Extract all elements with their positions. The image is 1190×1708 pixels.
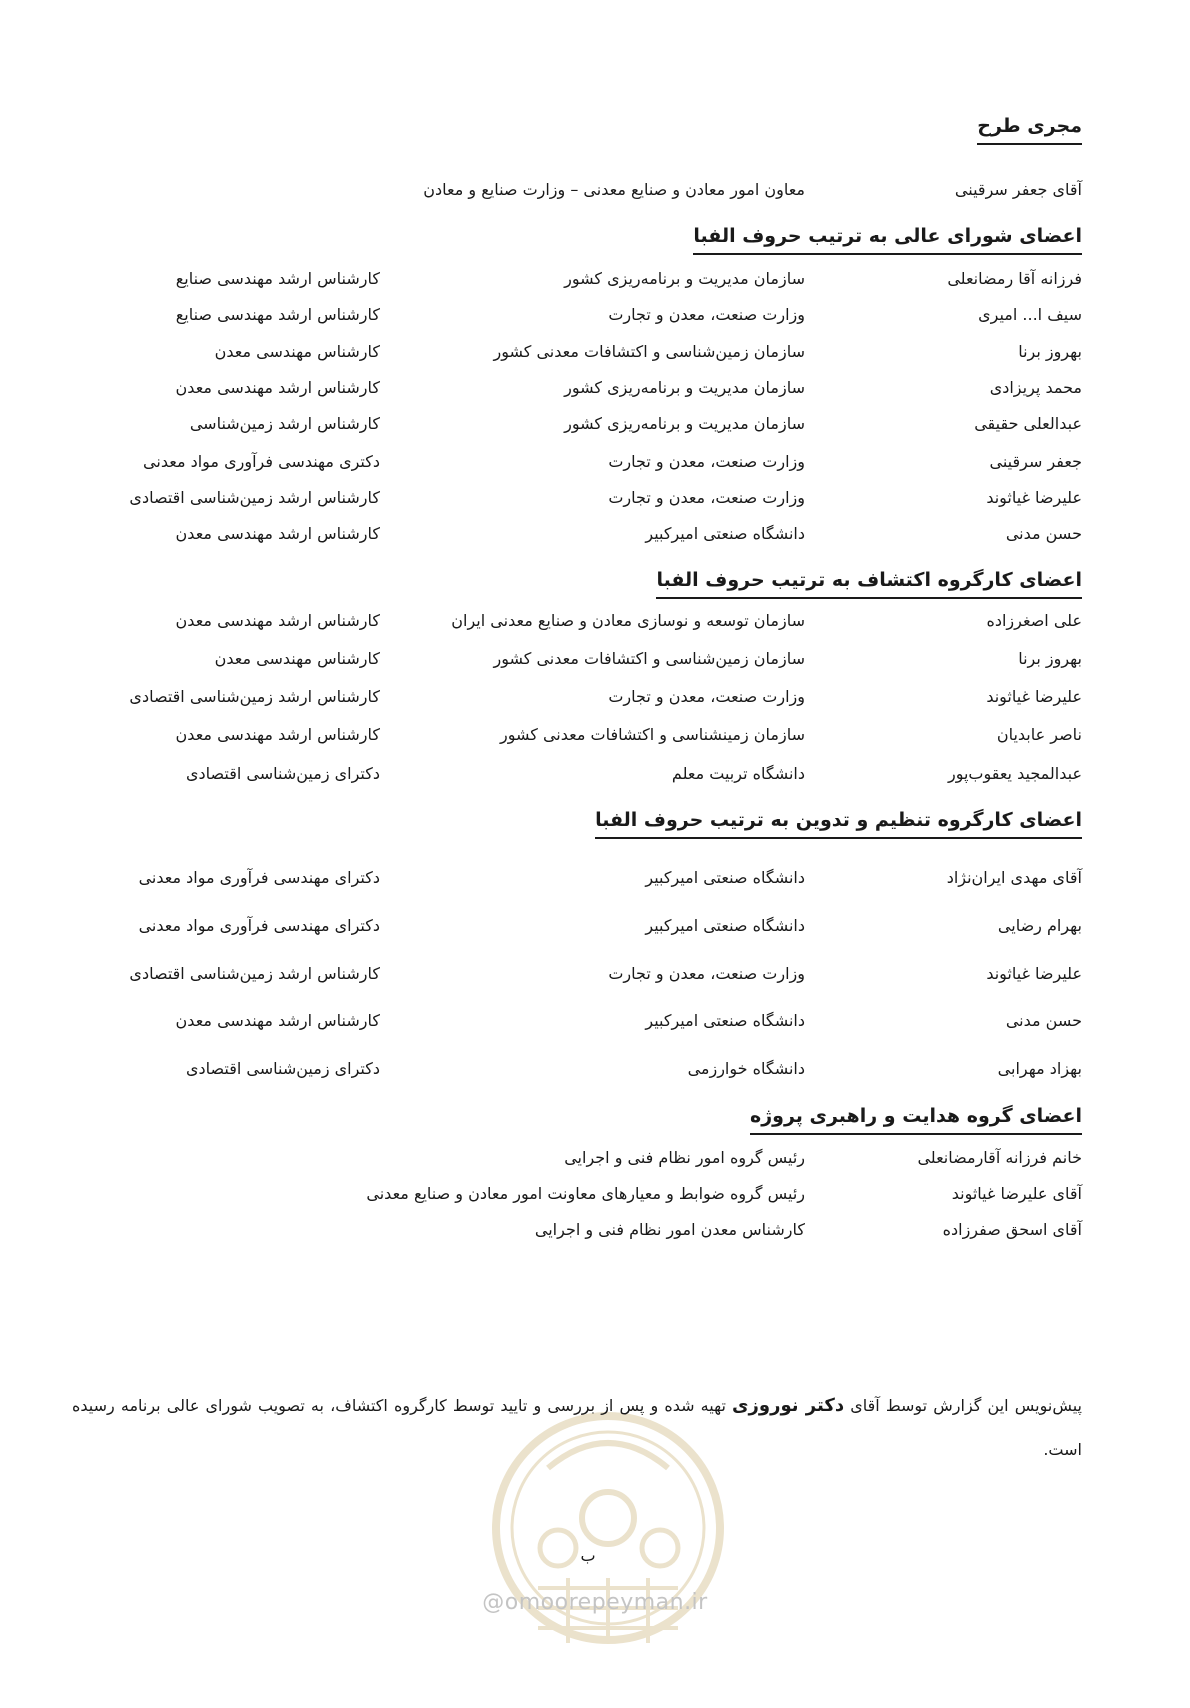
member-name: جعفر سرقینی [989,452,1082,471]
member-name: محمد پریزادی [989,378,1082,397]
member-role: کارشناس معدن امور نظام فنی و اجرایی [534,1220,805,1239]
member-role: رئیس گروه امور نظام فنی و اجرایی [564,1148,805,1167]
table-row [0,448,1190,476]
member-degree: کارشناس مهندسی معدن [214,649,380,668]
table-row [0,645,1190,673]
note-author: دکتر نوروزی [732,1395,845,1416]
member-org: دانشگاه صنعتی امیرکبیر [645,1011,805,1030]
member-name: آقای علیرضا غیاثوند [951,1184,1082,1203]
member-name: عبدالعلی حقیقی [974,414,1082,433]
member-name: بهروز برنا [1018,649,1082,668]
member-degree: کارشناس ارشد مهندسی معدن [175,378,380,397]
member-org: سازمان مدیریت و برنامه‌ریزی کشور [564,378,805,397]
member-degree: دکترای زمین‌شناسی اقتصادی [185,1059,380,1078]
member-org: سازمان زمینشناسی و اکتشافات معدنی کشور [499,725,805,744]
member-name: سیف ا... امیری [978,305,1082,324]
member-degree: کارشناس ارشد مهندسی صنایع [175,269,380,288]
guidance-group-heading: اعضای گروه هدایت و راهبری پروژه [750,1104,1082,1135]
member-degree: کارشناس ارشد زمین‌شناسی اقتصادی [129,488,380,507]
table-row [0,1216,1190,1244]
member-name: بهزاد مهرابی [997,1059,1082,1078]
member-org: دانشگاه تربیت معلم [671,764,805,783]
member-degree: کارشناس ارشد مهندسی معدن [175,1011,380,1030]
executor-row [0,176,1190,204]
table-row [0,1007,1190,1035]
table-row [0,607,1190,635]
member-name: خانم فرزانه آقارمضانعلی [917,1148,1082,1167]
table-row [0,864,1190,892]
member-degree: کارشناس مهندسی معدن [214,342,380,361]
page-number: ب [580,1546,596,1565]
member-name: علی اصغرزاده [986,611,1082,630]
member-name: ناصر عابدیان [996,725,1082,744]
member-org: سازمان زمین‌شناسی و اکتشافات معدنی کشور [493,342,805,361]
member-name: آقای مهدی ایران‌نژاد [946,868,1082,887]
member-org: دانشگاه صنعتی امیرکبیر [645,916,805,935]
member-name: علیرضا غیاثوند [986,687,1082,706]
authorship-note [72,1384,1082,1472]
note-after: تهیه شده و پس از بررسی و تایید توسط کارگروه اکتشاف، به تصویب شورای عالی برنامه رسیده است. [72,1396,1082,1459]
executor-position: معاون امور معادن و صنایع معدنی – وزارت صنایع و معادن [423,180,805,199]
table-row [0,912,1190,940]
member-degree: کارشناس ارشد زمین‌شناسی [189,414,380,433]
table-row [0,1180,1190,1208]
note-before: پیش‌نویس این گزارش توسط آقای [850,1396,1083,1415]
watermark-text: @omoorepeyman.ir [482,1590,708,1615]
member-org: سازمان مدیریت و برنامه‌ریزی کشور [564,269,805,288]
member-degree: دکترای مهندسی فرآوری مواد معدنی [138,868,380,887]
executor-heading: مجری طرح [977,114,1082,145]
member-name: علیرضا غیاثوند [986,964,1082,983]
table-row [0,338,1190,366]
member-degree: کارشناس ارشد زمین‌شناسی اقتصادی [129,964,380,983]
member-degree: کارشناس ارشد مهندسی معدن [175,611,380,630]
table-row [0,683,1190,711]
drafting-group-heading: اعضای کارگروه تنظیم و تدوین به ترتیب حروف الفبا [595,808,1082,839]
member-degree: دکتری مهندسی فرآوری مواد معدنی [143,452,380,471]
table-row [0,1055,1190,1083]
member-degree: کارشناس ارشد مهندسی معدن [175,524,380,543]
member-org: سازمان مدیریت و برنامه‌ریزی کشور [564,414,805,433]
member-name: حسن مدنی [1005,1011,1082,1030]
member-degree: کارشناس ارشد مهندسی معدن [175,725,380,744]
member-name: عبدالمجید یعقوب‌پور [947,764,1082,783]
executor-name: آقای جعفر سرقینی [954,180,1082,199]
table-row [0,484,1190,512]
member-org: وزارت صنعت، معدن و تجارت [608,305,805,324]
member-name: بهرام رضایی [997,916,1082,935]
member-org: دانشگاه صنعتی امیرکبیر [645,524,805,543]
table-row [0,265,1190,293]
member-degree: دکترای مهندسی فرآوری مواد معدنی [138,916,380,935]
exploration-group-heading: اعضای کارگروه اکتشاف به ترتیب حروف الفبا [656,568,1082,599]
high-council-heading: اعضای شورای عالی به ترتیب حروف الفبا [693,224,1082,255]
member-org: وزارت صنعت، معدن و تجارت [608,964,805,983]
member-org: دانشگاه صنعتی امیرکبیر [645,868,805,887]
member-role: رئیس گروه ضوابط و معیارهای معاونت امور معادن و صنایع معدنی [366,1184,805,1203]
member-org: وزارت صنعت، معدن و تجارت [608,687,805,706]
member-name: آقای اسحق صفرزاده [942,1220,1082,1239]
member-org: دانشگاه خوارزمی [687,1059,805,1078]
member-name: بهروز برنا [1018,342,1082,361]
table-row [0,410,1190,438]
member-name: فرزانه آقا رمضانعلی [947,269,1082,288]
table-row [0,760,1190,788]
member-degree: کارشناس ارشد زمین‌شناسی اقتصادی [129,687,380,706]
member-org: وزارت صنعت، معدن و تجارت [608,488,805,507]
table-row [0,301,1190,329]
member-name: حسن مدنی [1005,524,1082,543]
table-row [0,721,1190,749]
member-org: وزارت صنعت، معدن و تجارت [608,452,805,471]
table-row [0,520,1190,548]
member-degree: دکترای زمین‌شناسی اقتصادی [185,764,380,783]
member-org: سازمان توسعه و نوسازی معادن و صنایع معدنی ایران [451,611,805,630]
member-name: علیرضا غیاثوند [986,488,1082,507]
table-row [0,374,1190,402]
table-row [0,960,1190,988]
table-row [0,1144,1190,1172]
member-degree: کارشناس ارشد مهندسی صنایع [175,305,380,324]
member-org: سازمان زمین‌شناسی و اکتشافات معدنی کشور [493,649,805,668]
